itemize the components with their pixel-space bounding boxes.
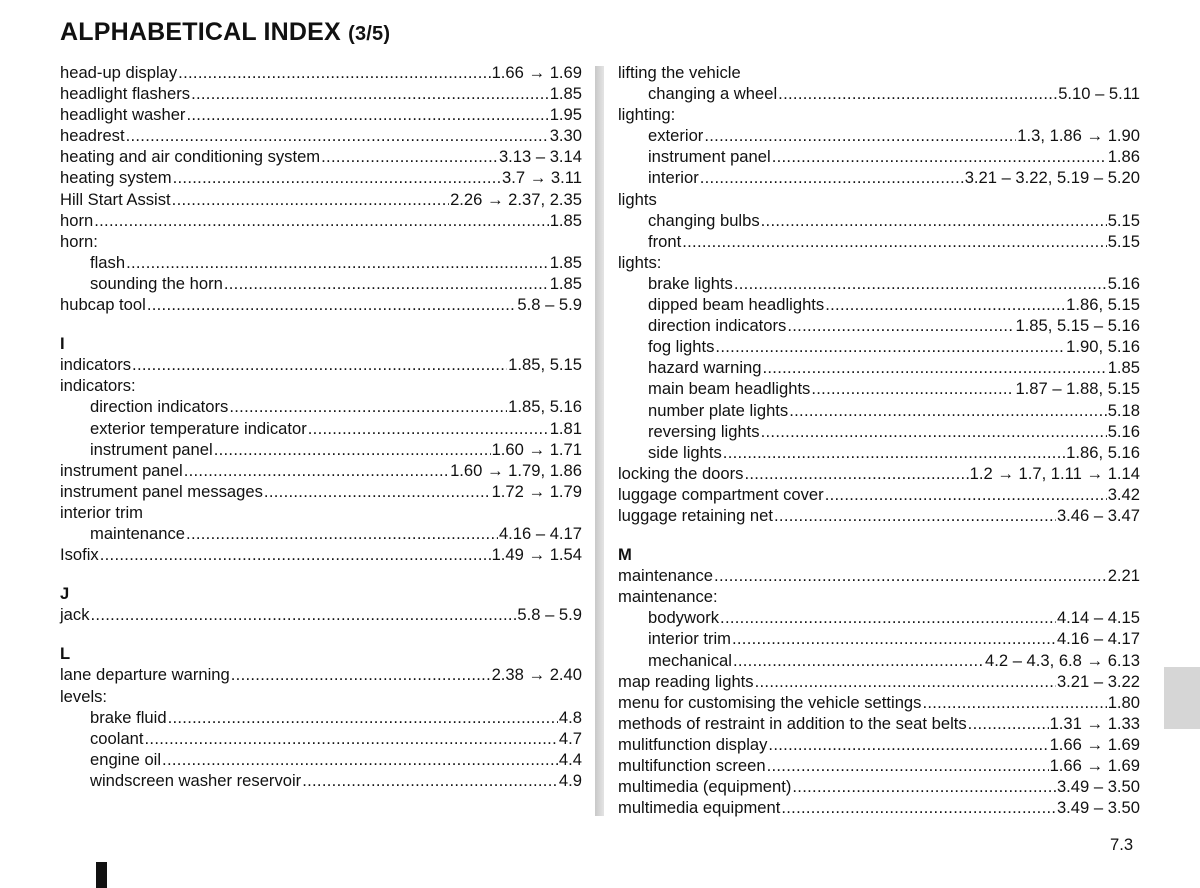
index-term: coolant xyxy=(90,728,144,748)
index-entry xyxy=(60,210,582,231)
index-term: side lights xyxy=(648,442,722,462)
index-term: changing bulbs xyxy=(648,210,760,230)
dot-leader xyxy=(147,294,517,315)
index-subentry xyxy=(618,231,1140,252)
index-term: hubcap tool xyxy=(60,295,146,315)
index-entry xyxy=(60,664,582,685)
index-subentry xyxy=(618,421,1140,442)
dot-leader xyxy=(191,83,549,104)
index-term: mechanical xyxy=(648,650,732,670)
dot-leader xyxy=(172,189,449,210)
index-pages: 3.42 xyxy=(1107,484,1140,504)
index-term: maintenance xyxy=(90,523,186,543)
index-term: map reading lights xyxy=(618,671,754,691)
index-pages: 1.60 → 1.79, 1.86 xyxy=(450,460,582,480)
index-term: reversing lights xyxy=(648,421,760,441)
dot-leader xyxy=(732,628,1056,649)
dot-leader xyxy=(173,167,501,188)
index-entry xyxy=(618,565,1140,586)
index-term: fog lights xyxy=(648,337,715,357)
dot-leader xyxy=(825,294,1065,315)
index-pages: 5.16 xyxy=(1107,273,1140,293)
index-pages: 1.90, 5.16 xyxy=(1066,337,1140,357)
index-entry xyxy=(60,481,582,502)
index-subentry xyxy=(618,357,1140,378)
index-subentry xyxy=(60,523,582,544)
index-pages: 1.66 → 1.69 xyxy=(1049,734,1140,754)
index-heading: indicators: xyxy=(60,376,136,396)
dot-leader xyxy=(94,210,548,231)
index-term: direction indicators xyxy=(648,316,787,336)
dot-leader xyxy=(224,273,549,294)
section-letter: I xyxy=(60,334,65,354)
index-entry xyxy=(60,104,582,125)
index-entry xyxy=(618,692,1140,713)
dot-leader xyxy=(264,481,491,502)
page-title-part: (3/5) xyxy=(348,23,391,45)
index-term: bodywork xyxy=(648,608,720,628)
dot-leader xyxy=(772,146,1107,167)
index-pages: 5.8 – 5.9 xyxy=(517,295,582,315)
index-heading: lifting the vehicle xyxy=(618,63,741,82)
section-letter: J xyxy=(60,584,70,604)
index-pages: 4.4 xyxy=(558,749,582,769)
section-letter: L xyxy=(60,644,71,664)
index-term: Isofix xyxy=(60,545,99,565)
index-entry xyxy=(618,484,1140,505)
index-entry xyxy=(60,604,582,625)
index-pages: 3.13 – 3.14 xyxy=(498,147,582,167)
dot-leader xyxy=(774,505,1056,526)
index-entry xyxy=(60,294,582,315)
index-term: direction indicators xyxy=(90,397,229,417)
chapter-thumb-tab xyxy=(1164,667,1200,729)
index-term: number plate lights xyxy=(648,400,789,420)
index-pages: 1.95 xyxy=(549,105,582,125)
index-term: hazard warning xyxy=(648,358,762,378)
dot-leader xyxy=(91,604,517,625)
index-term: changing a wheel xyxy=(648,84,778,104)
index-entry xyxy=(618,734,1140,755)
dot-leader xyxy=(126,252,549,273)
index-term: luggage compartment cover xyxy=(618,484,824,504)
index-term: headlight flashers xyxy=(60,84,191,104)
index-entry xyxy=(618,797,1140,818)
index-subentry xyxy=(618,400,1140,421)
index-pages: 5.18 xyxy=(1107,400,1140,420)
index-heading: lights xyxy=(618,189,657,209)
index-term: multimedia (equipment) xyxy=(618,777,792,797)
index-pages: 4.16 – 4.17 xyxy=(1056,629,1140,649)
index-term: methods of restraint in addition to the seat belts xyxy=(618,713,967,733)
index-term: engine oil xyxy=(90,749,162,769)
index-pages: 1.85, 5.15 xyxy=(508,355,582,375)
dot-leader xyxy=(762,357,1106,378)
dot-leader xyxy=(308,418,549,439)
index-pages: 1.66 → 1.69 xyxy=(491,63,582,82)
index-subentry xyxy=(60,770,582,791)
index-entry xyxy=(618,671,1140,692)
index-entry xyxy=(618,713,1140,734)
index-pages: 2.38 → 2.40 xyxy=(491,665,582,685)
index-term: multimedia equipment xyxy=(618,798,781,818)
index-term: heating system xyxy=(60,168,172,188)
index-subentry xyxy=(618,210,1140,231)
index-subentry xyxy=(60,707,582,728)
index-subentry xyxy=(618,442,1140,463)
index-term: brake lights xyxy=(648,273,733,293)
index-pages: 3.49 – 3.50 xyxy=(1056,777,1140,797)
index-pages: 1.86, 5.16 xyxy=(1066,442,1140,462)
index-heading: maintenance: xyxy=(618,587,718,607)
index-term: headrest xyxy=(60,126,125,146)
index-term: indicators xyxy=(60,355,132,375)
dot-leader xyxy=(126,125,549,146)
index-term: luggage retaining net xyxy=(618,505,773,525)
index-pages: 1.85, 5.16 xyxy=(508,397,582,417)
index-entry xyxy=(618,505,1140,526)
index-entry xyxy=(60,62,582,83)
dot-leader xyxy=(186,104,548,125)
index-heading: levels: xyxy=(60,686,108,706)
index-entry xyxy=(60,460,582,481)
index-subentry xyxy=(618,378,1140,399)
index-pages: 3.49 – 3.50 xyxy=(1056,798,1140,818)
index-pages: 1.87 – 1.88, 5.15 xyxy=(1015,379,1140,399)
dot-leader xyxy=(811,378,1014,399)
index-pages: 4.2 – 4.3, 6.8 → 6.13 xyxy=(985,650,1140,670)
dot-leader xyxy=(231,664,491,685)
index-subentry xyxy=(618,83,1140,104)
print-mark xyxy=(96,862,107,888)
index-pages: 5.8 – 5.9 xyxy=(517,605,582,625)
index-pages: 2.26 → 2.37, 2.35 xyxy=(450,189,582,209)
page-title-main: ALPHABETICAL INDEX xyxy=(60,18,341,46)
index-term: maintenance xyxy=(618,566,714,586)
index-pages: 1.31 → 1.33 xyxy=(1049,713,1140,733)
dot-leader xyxy=(704,125,1016,146)
index-entry xyxy=(60,125,582,146)
dot-leader xyxy=(761,421,1107,442)
index-subentry xyxy=(618,607,1140,628)
dot-leader xyxy=(132,354,507,375)
dot-leader xyxy=(922,692,1106,713)
index-entry xyxy=(60,167,582,188)
index-pages: 4.9 xyxy=(558,770,582,790)
index-pages: 1.85 xyxy=(549,252,582,272)
index-pages: 1.3, 1.86 → 1.90 xyxy=(1017,126,1140,146)
dot-leader xyxy=(682,231,1106,252)
dot-leader xyxy=(700,167,964,188)
index-pages: 1.72 → 1.79 xyxy=(491,481,582,501)
index-subentry xyxy=(60,252,582,273)
index-entry xyxy=(60,189,582,210)
index-entry xyxy=(60,544,582,565)
dot-leader xyxy=(100,544,491,565)
index-subentry xyxy=(60,749,582,770)
index-heading: interior trim xyxy=(60,502,143,522)
index-term: windscreen washer reservoir xyxy=(90,770,302,790)
index-entry xyxy=(60,354,582,375)
dot-leader xyxy=(168,707,558,728)
dot-leader xyxy=(145,728,558,749)
index-term: head-up display xyxy=(60,63,178,82)
dot-leader xyxy=(229,396,507,417)
index-term: instrument panel messages xyxy=(60,481,263,501)
index-subentry xyxy=(618,146,1140,167)
index-subentry xyxy=(618,294,1140,315)
index-term: instrument panel xyxy=(60,460,183,480)
index-term: multifunction screen xyxy=(618,756,766,775)
dot-leader xyxy=(778,83,1057,104)
index-term: locking the doors xyxy=(618,463,744,483)
index-subentry xyxy=(60,273,582,294)
index-pages: 1.86, 5.15 xyxy=(1066,295,1140,315)
dot-leader xyxy=(733,650,984,671)
dot-leader xyxy=(714,565,1107,586)
index-pages: 3.30 xyxy=(549,126,582,146)
index-term: instrument panel xyxy=(90,439,213,459)
index-term: sounding the horn xyxy=(90,273,223,293)
index-pages: 1.80 xyxy=(1107,692,1140,712)
dot-leader xyxy=(302,770,558,791)
index-pages: 5.15 xyxy=(1107,231,1140,251)
index-term: exterior xyxy=(648,126,704,146)
dot-leader xyxy=(755,671,1056,692)
index-pages: 1.81 xyxy=(549,418,582,438)
index-term: heating and air conditioning system xyxy=(60,147,321,167)
index-subentry xyxy=(618,125,1140,146)
index-pages: 1.86 xyxy=(1107,147,1140,167)
section-letter: M xyxy=(618,545,632,565)
index-term: mulitfunction display xyxy=(618,734,768,754)
index-pages: 4.16 – 4.17 xyxy=(498,523,582,543)
index-heading: lighting: xyxy=(618,105,676,125)
index-pages: 5.15 xyxy=(1107,210,1140,230)
index-term: front xyxy=(648,231,682,251)
index-term: menu for customising the vehicle settings xyxy=(618,692,922,712)
dot-leader xyxy=(734,273,1107,294)
index-pages: 1.85 xyxy=(549,273,582,293)
index-pages: 1.85, 5.15 – 5.16 xyxy=(1015,316,1140,336)
index-pages: 2.21 xyxy=(1107,566,1140,586)
index-term: jack xyxy=(60,605,90,625)
dot-leader xyxy=(720,607,1056,628)
dot-leader xyxy=(184,460,449,481)
dot-leader xyxy=(214,439,491,460)
dot-leader xyxy=(787,315,1014,336)
index-pages: 4.7 xyxy=(558,728,582,748)
index-subentry xyxy=(60,418,582,439)
dot-leader xyxy=(761,210,1107,231)
index-term: brake fluid xyxy=(90,707,167,727)
index-column-left xyxy=(60,62,582,791)
index-term: Hill Start Assist xyxy=(60,189,171,209)
dot-leader xyxy=(781,797,1056,818)
index-term: flash xyxy=(90,252,126,272)
index-entry xyxy=(618,755,1140,776)
index-subentry xyxy=(60,728,582,749)
index-column-right xyxy=(618,62,1140,818)
dot-leader xyxy=(767,755,1049,776)
index-entry xyxy=(618,776,1140,797)
index-heading: horn: xyxy=(60,231,98,251)
dot-leader xyxy=(178,62,490,83)
index-pages: 4.14 – 4.15 xyxy=(1056,608,1140,628)
index-term: interior trim xyxy=(648,629,731,649)
index-subentry xyxy=(618,315,1140,336)
column-divider xyxy=(595,66,604,816)
index-pages: 1.49 → 1.54 xyxy=(491,545,582,565)
index-pages: 4.8 xyxy=(558,707,582,727)
index-pages: 5.16 xyxy=(1107,421,1140,441)
index-subentry xyxy=(618,628,1140,649)
dot-leader xyxy=(723,442,1065,463)
index-entry xyxy=(60,146,582,167)
index-term: instrument panel xyxy=(648,147,771,167)
index-pages: 1.85 xyxy=(549,210,582,230)
index-entry xyxy=(60,83,582,104)
index-term: headlight washer xyxy=(60,105,186,125)
dot-leader xyxy=(792,776,1056,797)
index-pages: 3.46 – 3.47 xyxy=(1056,505,1140,525)
index-term: horn xyxy=(60,210,94,230)
index-subentry xyxy=(618,167,1140,188)
index-pages: 3.21 – 3.22, 5.19 – 5.20 xyxy=(964,168,1140,188)
index-pages: 1.66 → 1.69 xyxy=(1049,756,1140,775)
dot-leader xyxy=(186,523,498,544)
index-entry xyxy=(618,463,1140,484)
index-term: interior xyxy=(648,168,699,188)
index-pages: 1.85 xyxy=(549,84,582,104)
index-heading: lights: xyxy=(618,252,662,272)
dot-leader xyxy=(968,713,1049,734)
index-term: exterior temperature indicator xyxy=(90,418,307,438)
index-pages: 5.10 – 5.11 xyxy=(1058,84,1140,104)
dot-leader xyxy=(768,734,1048,755)
dot-leader xyxy=(744,463,968,484)
index-pages: 3.7 → 3.11 xyxy=(502,168,582,188)
index-pages: 1.2 → 1.7, 1.11 → 1.14 xyxy=(969,463,1140,483)
index-subentry xyxy=(618,273,1140,294)
page-title xyxy=(60,18,390,47)
index-pages: 3.21 – 3.22 xyxy=(1056,671,1140,691)
dot-leader xyxy=(789,400,1106,421)
index-pages: 1.60 → 1.71 xyxy=(491,439,582,459)
index-pages: 1.85 xyxy=(1107,358,1140,378)
dot-leader xyxy=(162,749,558,770)
index-subentry xyxy=(618,650,1140,671)
index-term: lane departure warning xyxy=(60,665,230,685)
dot-leader xyxy=(825,484,1107,505)
index-subentry xyxy=(618,336,1140,357)
page-number: 7.3 xyxy=(1110,835,1134,854)
index-subentry xyxy=(60,396,582,417)
index-term: main beam headlights xyxy=(648,379,811,399)
dot-leader xyxy=(715,336,1065,357)
index-subentry xyxy=(60,439,582,460)
dot-leader xyxy=(321,146,498,167)
index-term: dipped beam headlights xyxy=(648,295,825,315)
